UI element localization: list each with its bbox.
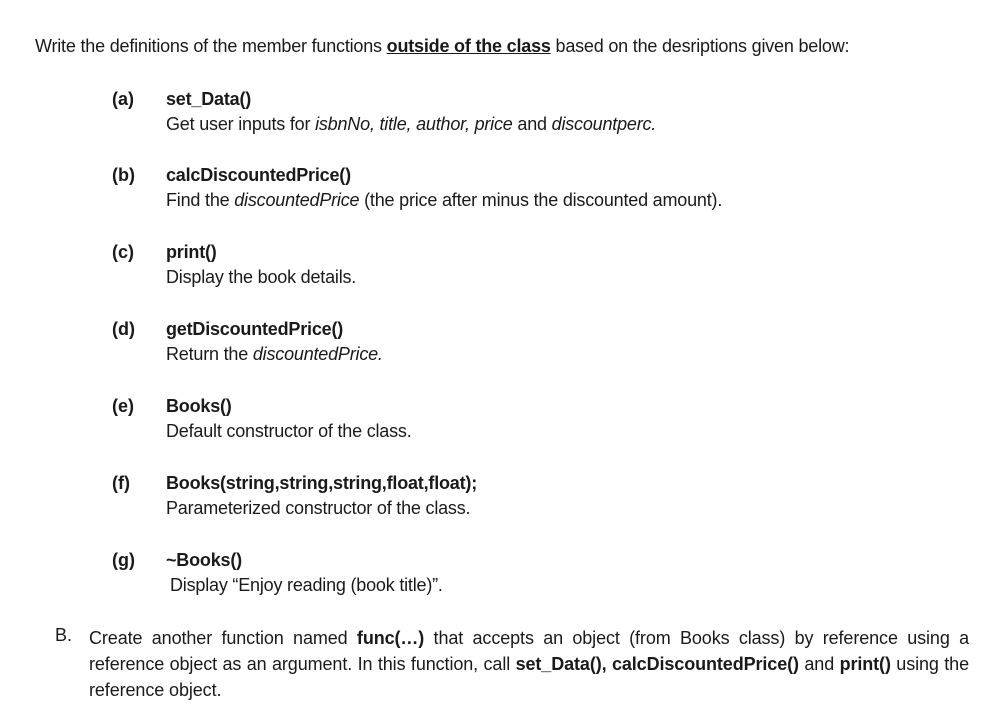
desc-text: and: [512, 114, 552, 134]
item-letter: (b): [112, 165, 135, 185]
part-b-marker: B.: [55, 625, 73, 645]
function-name: Books(string,string,string,float,float);: [166, 473, 477, 493]
function-name: getDiscountedPrice(): [166, 319, 344, 339]
function-description: Display the book details.: [166, 267, 357, 287]
intro-emphasis: outside of the class: [386, 36, 551, 56]
item-letter: (d): [112, 319, 135, 339]
item-letter: (g): [112, 550, 135, 570]
function-description: Parameterized constructor of the class.: [166, 498, 471, 518]
part-b-text: [89, 625, 969, 703]
function-name: Books(): [166, 396, 232, 416]
part-b-segment: and: [798, 654, 840, 674]
function-name: set_Data(): [166, 89, 252, 109]
part-b-bold: print(): [839, 654, 891, 674]
desc-text: (the price after minus the discounted amount).: [359, 190, 723, 210]
part-b-segment: Create another function named: [89, 628, 357, 648]
desc-italic: discountedPrice.: [252, 344, 383, 364]
part-b-segment: using the reference object.: [89, 654, 969, 700]
function-description: [166, 190, 722, 211]
part-b-bold: func(…): [356, 628, 425, 648]
intro-text-after: based on the desriptions given below:: [550, 36, 850, 56]
function-description: Display “Enjoy reading (book title)”.: [170, 575, 443, 595]
function-name: print(): [166, 242, 217, 262]
item-letter: (c): [112, 242, 134, 262]
item-letter: (e): [112, 396, 134, 416]
desc-italic: discountedPrice: [234, 190, 360, 210]
function-name: calcDiscountedPrice(): [166, 165, 351, 185]
desc-text: Return the: [166, 344, 253, 364]
part-b-bold: set_Data(), calcDiscountedPrice(): [515, 654, 799, 674]
item-letter: (a): [112, 89, 134, 109]
intro-text-before: Write the definitions of the member functions: [35, 36, 387, 56]
function-description: Default constructor of the class.: [166, 421, 412, 441]
item-letter: (f): [112, 473, 130, 493]
function-name: ~Books(): [166, 550, 242, 570]
desc-italic: isbnNo, title, author, price: [315, 114, 513, 134]
function-description: [166, 114, 656, 135]
desc-text: Find the: [166, 190, 235, 210]
desc-text: Get user inputs for: [166, 114, 316, 134]
desc-italic: discountperc.: [551, 114, 657, 134]
instructions-heading: [35, 36, 849, 57]
function-description: [166, 344, 383, 365]
part-b-segment: that accepts an object (from Books class) by reference using a reference object as an argument. In this function, call: [89, 628, 969, 674]
